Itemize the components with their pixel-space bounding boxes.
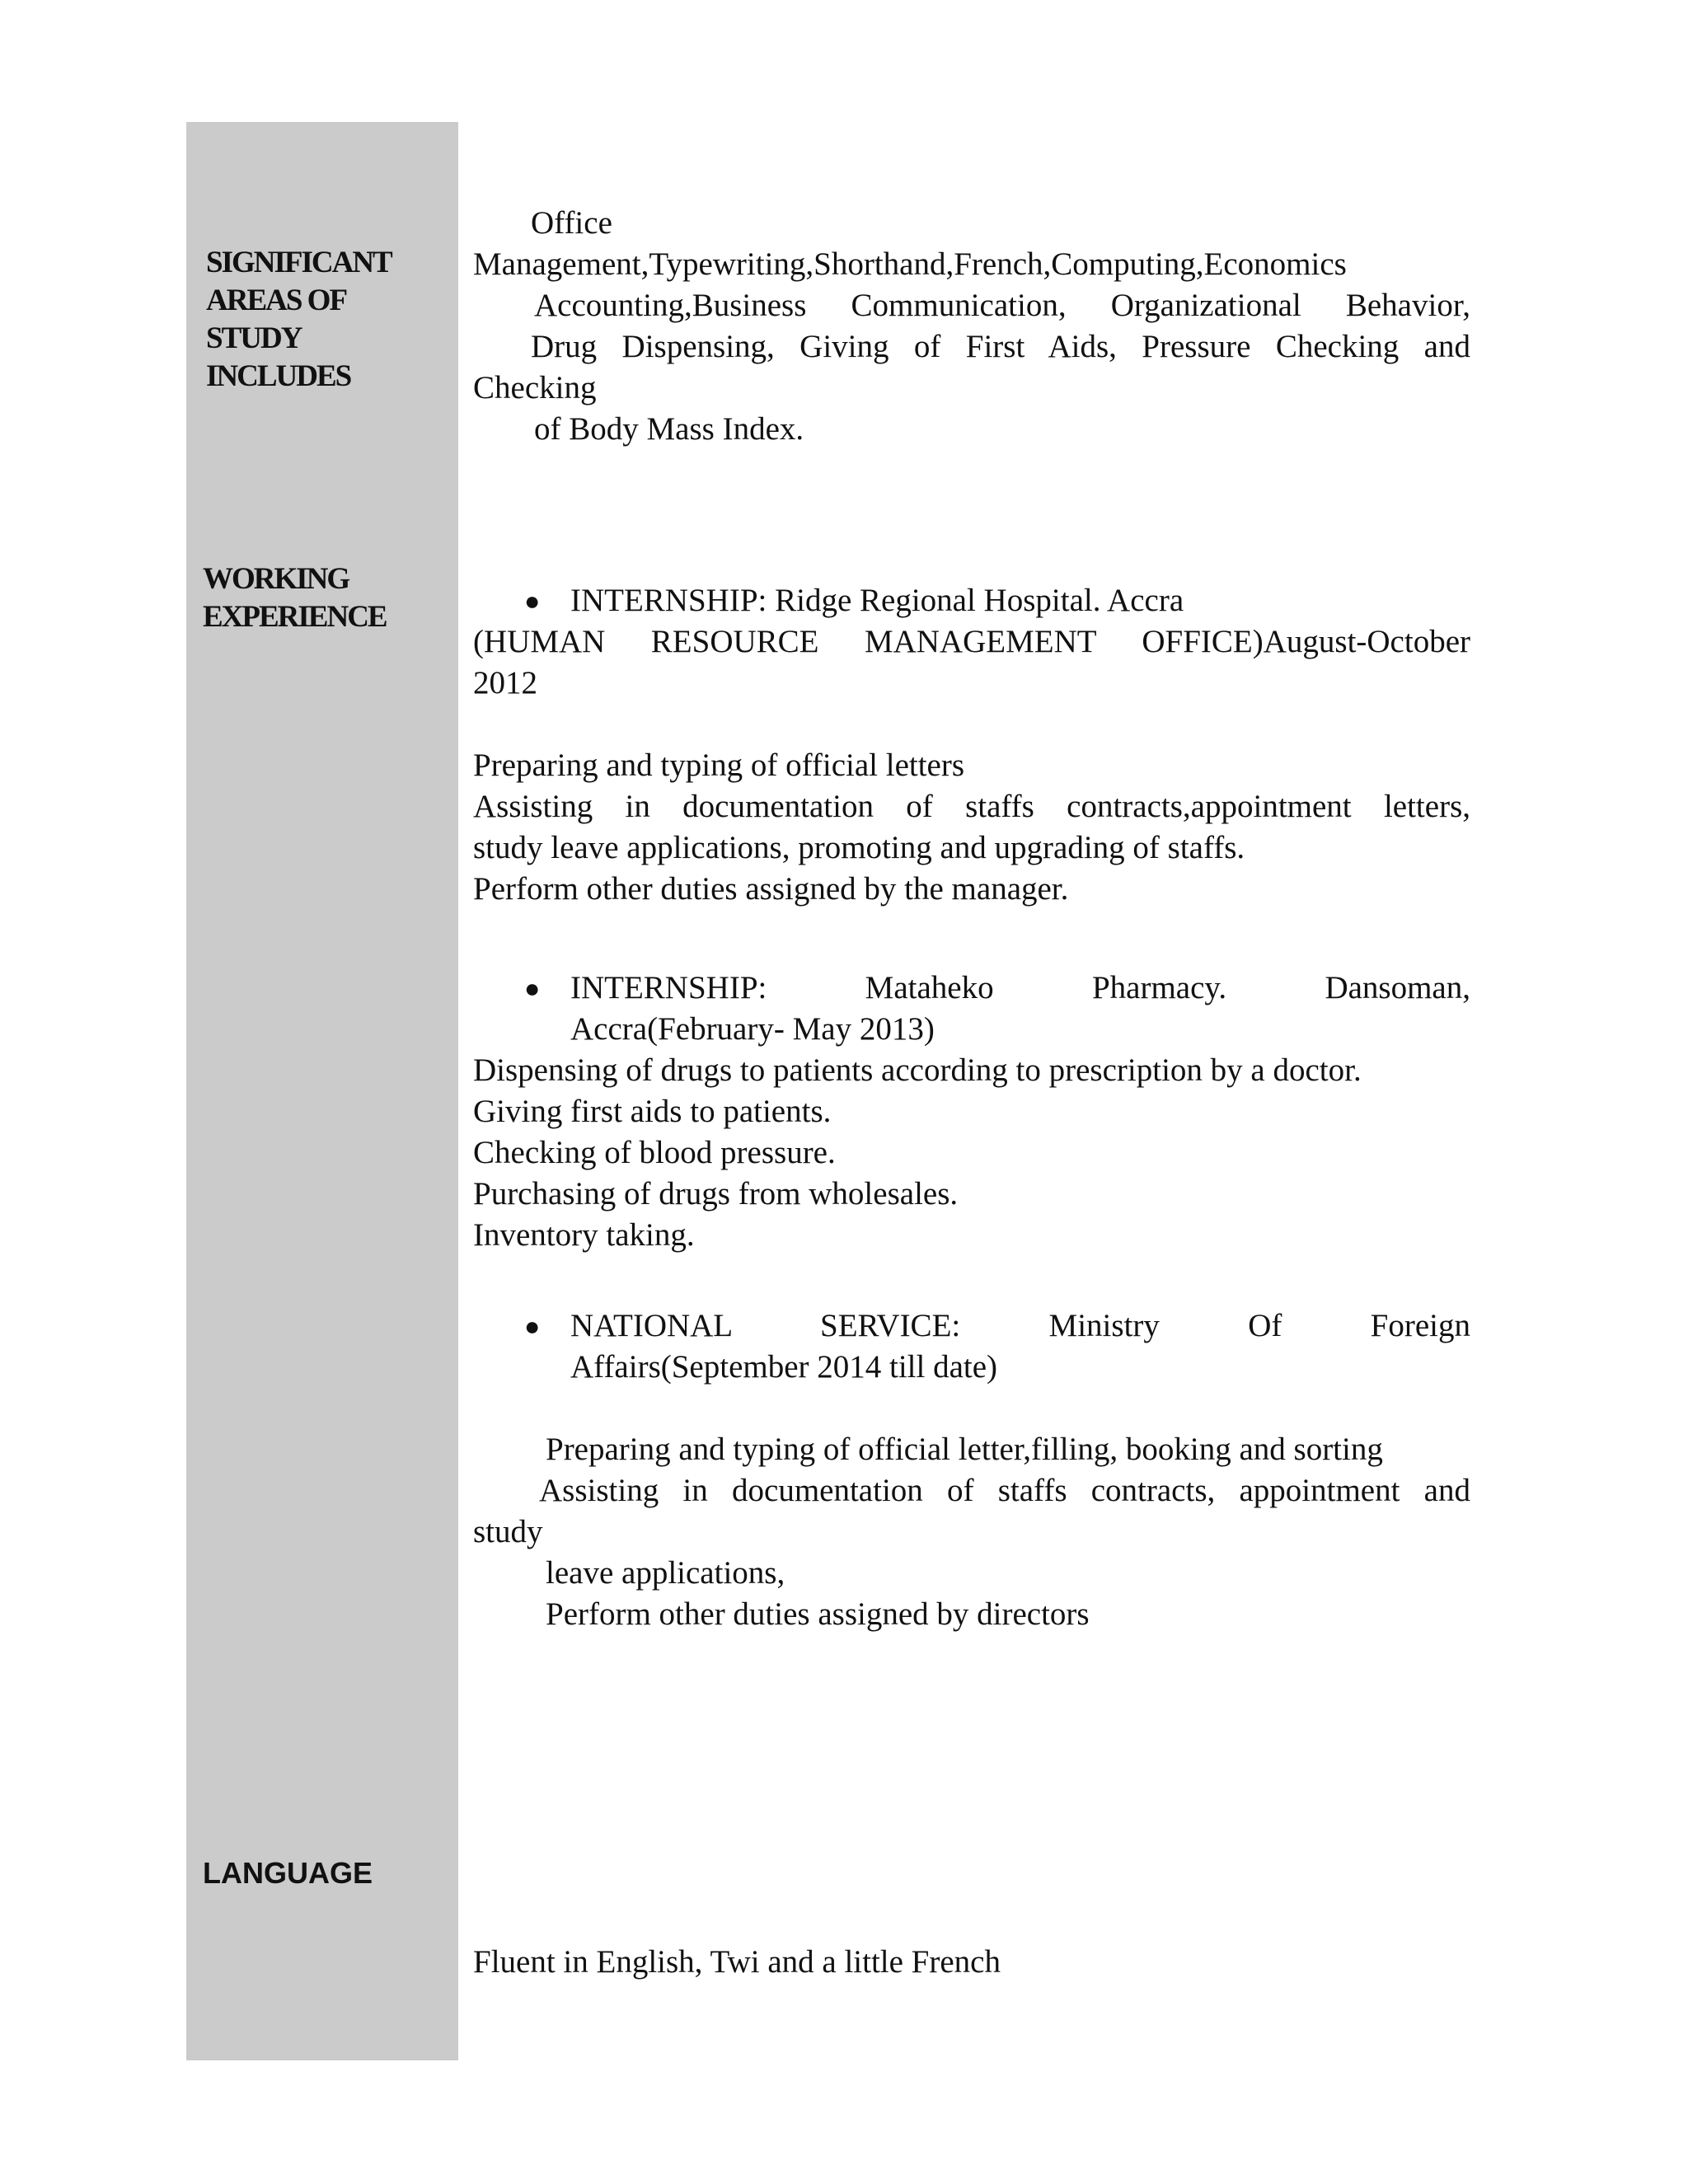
label-line: WORKING — [203, 562, 349, 596]
job-duty-line: Assisting in documentation of staffs contracts, appointment and — [539, 1473, 1470, 1508]
sidebar-panel — [186, 122, 458, 2060]
label-line: STUDY — [206, 321, 302, 355]
study-line: Accounting,Business Communication, Organizational Behavior, — [534, 288, 1470, 323]
study-line: Checking — [473, 370, 597, 405]
job-duty-line: Preparing and typing of official letter,filling, booking and sorting — [546, 1432, 1383, 1467]
job-title-line: Affairs(September 2014 till date) — [570, 1349, 998, 1385]
job-title — [473, 580, 1470, 621]
job-title-line: NATIONAL SERVICE: Ministry Of Foreign — [570, 1308, 1470, 1343]
job-entry — [473, 1305, 1470, 1635]
label-line: INCLUDES — [206, 359, 351, 393]
label-line: SIGNIFICANT — [206, 246, 392, 279]
job-duty-line: study leave applications, promoting and upgrading of staffs. — [473, 830, 1245, 865]
job-duty-line: Giving first aids to patients. — [473, 1094, 832, 1129]
section-label-study — [206, 244, 453, 396]
bullet-icon: ● — [524, 586, 541, 616]
bullet-icon: ● — [524, 1311, 541, 1341]
label-line: AREAS OF — [206, 284, 347, 317]
language-line: Fluent in English, Twi and a little French — [473, 1944, 1001, 1980]
job-title-line: Accra(February- May 2013) — [570, 1011, 935, 1047]
job-duty-line: Perform other duties assigned by directors — [546, 1596, 1090, 1632]
study-line: Office — [531, 205, 612, 241]
job-entry — [473, 968, 1470, 1256]
job-duty-line: Assisting in documentation of staffs contracts,appointment letters, — [473, 789, 1470, 824]
study-line: of Body Mass Index. — [534, 411, 804, 447]
label-line: LANGUAGE — [203, 1856, 373, 1890]
job-entry — [473, 580, 1470, 910]
section-label-language — [203, 1854, 450, 1892]
study-line: Drug Dispensing, Giving of First Aids, Pressure Checking and — [531, 329, 1470, 364]
job-duty-line: Purchasing of drugs from wholesales. — [473, 1176, 959, 1212]
job-duty-line: Dispensing of drugs to patients according to prescription by a doctor. — [473, 1052, 1362, 1088]
job-duty-line: study — [473, 1514, 543, 1549]
job-title — [473, 1305, 1470, 1388]
job-subtitle-line: 2012 — [473, 665, 537, 701]
label-line: EXPERIENCE — [203, 600, 387, 634]
spacer — [473, 1388, 1470, 1429]
job-duty-line: Inventory taking. — [473, 1217, 695, 1253]
job-duty-line: Perform other duties assigned by the manager. — [473, 871, 1069, 907]
job-duty-line: Preparing and typing of official letters — [473, 748, 965, 783]
job-title — [473, 968, 1470, 1050]
job-duty-line: Checking of blood pressure. — [473, 1135, 836, 1170]
spacer — [473, 704, 1470, 745]
job-subtitle-line: (HUMAN RESOURCE MANAGEMENT OFFICE)August-October — [473, 624, 1470, 659]
bullet-icon: ● — [524, 973, 541, 1003]
job-title-line: INTERNSHIP: Ridge Regional Hospital. Accra — [570, 583, 1184, 618]
study-line: Management,Typewriting,Shorthand,French,Computing,Economics — [473, 246, 1347, 282]
section-label-experience — [203, 560, 450, 636]
study-areas-text — [473, 203, 1470, 450]
language-text — [473, 1942, 1470, 1983]
job-duty-line: leave applications, — [546, 1555, 785, 1591]
job-title-line: INTERNSHIP: Mataheko Pharmacy. Dansoman, — [570, 970, 1470, 1005]
